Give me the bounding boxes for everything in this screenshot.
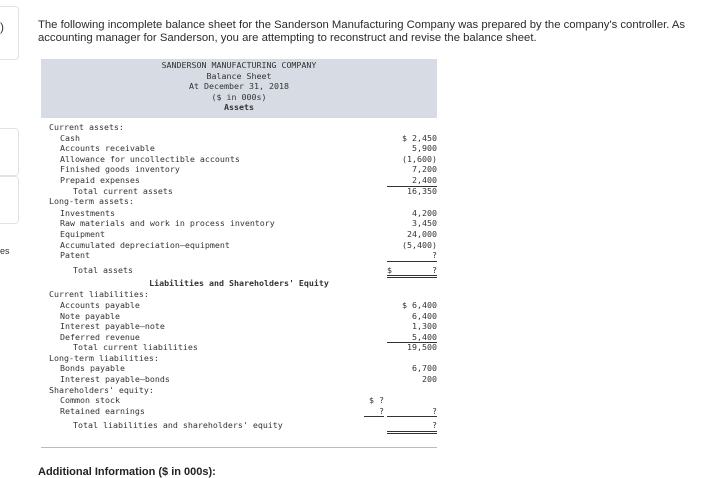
table-row: Patent ? (60, 250, 437, 261)
assets-heading: Assets (224, 102, 254, 112)
total-assets-row: Total assets $ ? (41, 265, 437, 276)
section-label: Shareholders' equity: (49, 384, 154, 395)
statement-unit: ($ in 000s) (211, 91, 267, 102)
left-panel-label: es (0, 246, 10, 256)
table-row: Investments 4,200 (60, 207, 437, 218)
balance-sheet (41, 59, 437, 431)
statement-date: At December 31, 2018 (189, 81, 289, 91)
table-row: Accumulated depreciation—equipment (5,400) (60, 239, 437, 250)
section-label: Current liabilities: (49, 289, 149, 300)
table-row: Deferred revenue 5,400 (60, 331, 437, 342)
table-row: Common stock $ ? (60, 395, 384, 406)
liabilities-heading: Liabilities and Shareholders' Equity (149, 278, 329, 289)
table-row: Prepaid expenses 2,400 (60, 174, 437, 185)
total-assets-amount: $ ? (387, 265, 437, 279)
total-liab-equity-row: Total liabilities and shareholders' equity ? (41, 420, 437, 431)
left-panel-char: ) (0, 20, 4, 34)
intro-line-1: The following incomplete balance sheet for the Sanderson Manufacturing Company was prepared by the company's controller. As (38, 19, 686, 31)
section-label: Current assets: (49, 122, 124, 132)
table-row: Interest payable—note 1,300 (60, 321, 437, 332)
table-row: Cash $ 2,450 (60, 132, 437, 143)
divider (41, 447, 437, 452)
statement-title: Balance Sheet (206, 70, 272, 81)
problem-intro (38, 19, 723, 45)
total-row: Total current assets 16,350 (73, 185, 437, 196)
total-row: Total current liabilities 19,500 (73, 342, 437, 353)
company-name: SANDERSON MANUFACTURING COMPANY (161, 60, 317, 70)
section-label: Long-term assets: (49, 196, 134, 207)
left-panel (0, 0, 20, 478)
table-row: Interest payable—bonds 200 (60, 374, 437, 385)
table-row: Note payable 6,400 (60, 310, 437, 321)
question-nav-box[interactable] (0, 128, 19, 176)
table-row: Equipment 24,000 (60, 228, 437, 239)
table-row: Retained earnings ? ? (60, 405, 437, 416)
table-row: Allowance for uncollectible accounts (1,600) (60, 153, 437, 164)
table-row: Accounts payable $ 6,400 (60, 299, 437, 310)
section-label: Long-term liabilities: (49, 352, 159, 363)
table-row: Accounts receivable 5,900 (60, 143, 437, 154)
table-row: Bonds payable 6,700 (60, 363, 437, 374)
additional-info-heading: Additional Information ($ in 000s): (38, 466, 216, 478)
table-row: Raw materials and work in process inventory 3,450 (60, 218, 437, 229)
intro-line-2: accounting manager for Sanderson, you are attempting to reconstruct and revise the balance sheet. (38, 32, 537, 45)
table-row: Finished goods inventory 7,200 (60, 164, 437, 175)
balance-sheet-header (41, 59, 437, 118)
question-nav-box[interactable] (0, 176, 19, 224)
